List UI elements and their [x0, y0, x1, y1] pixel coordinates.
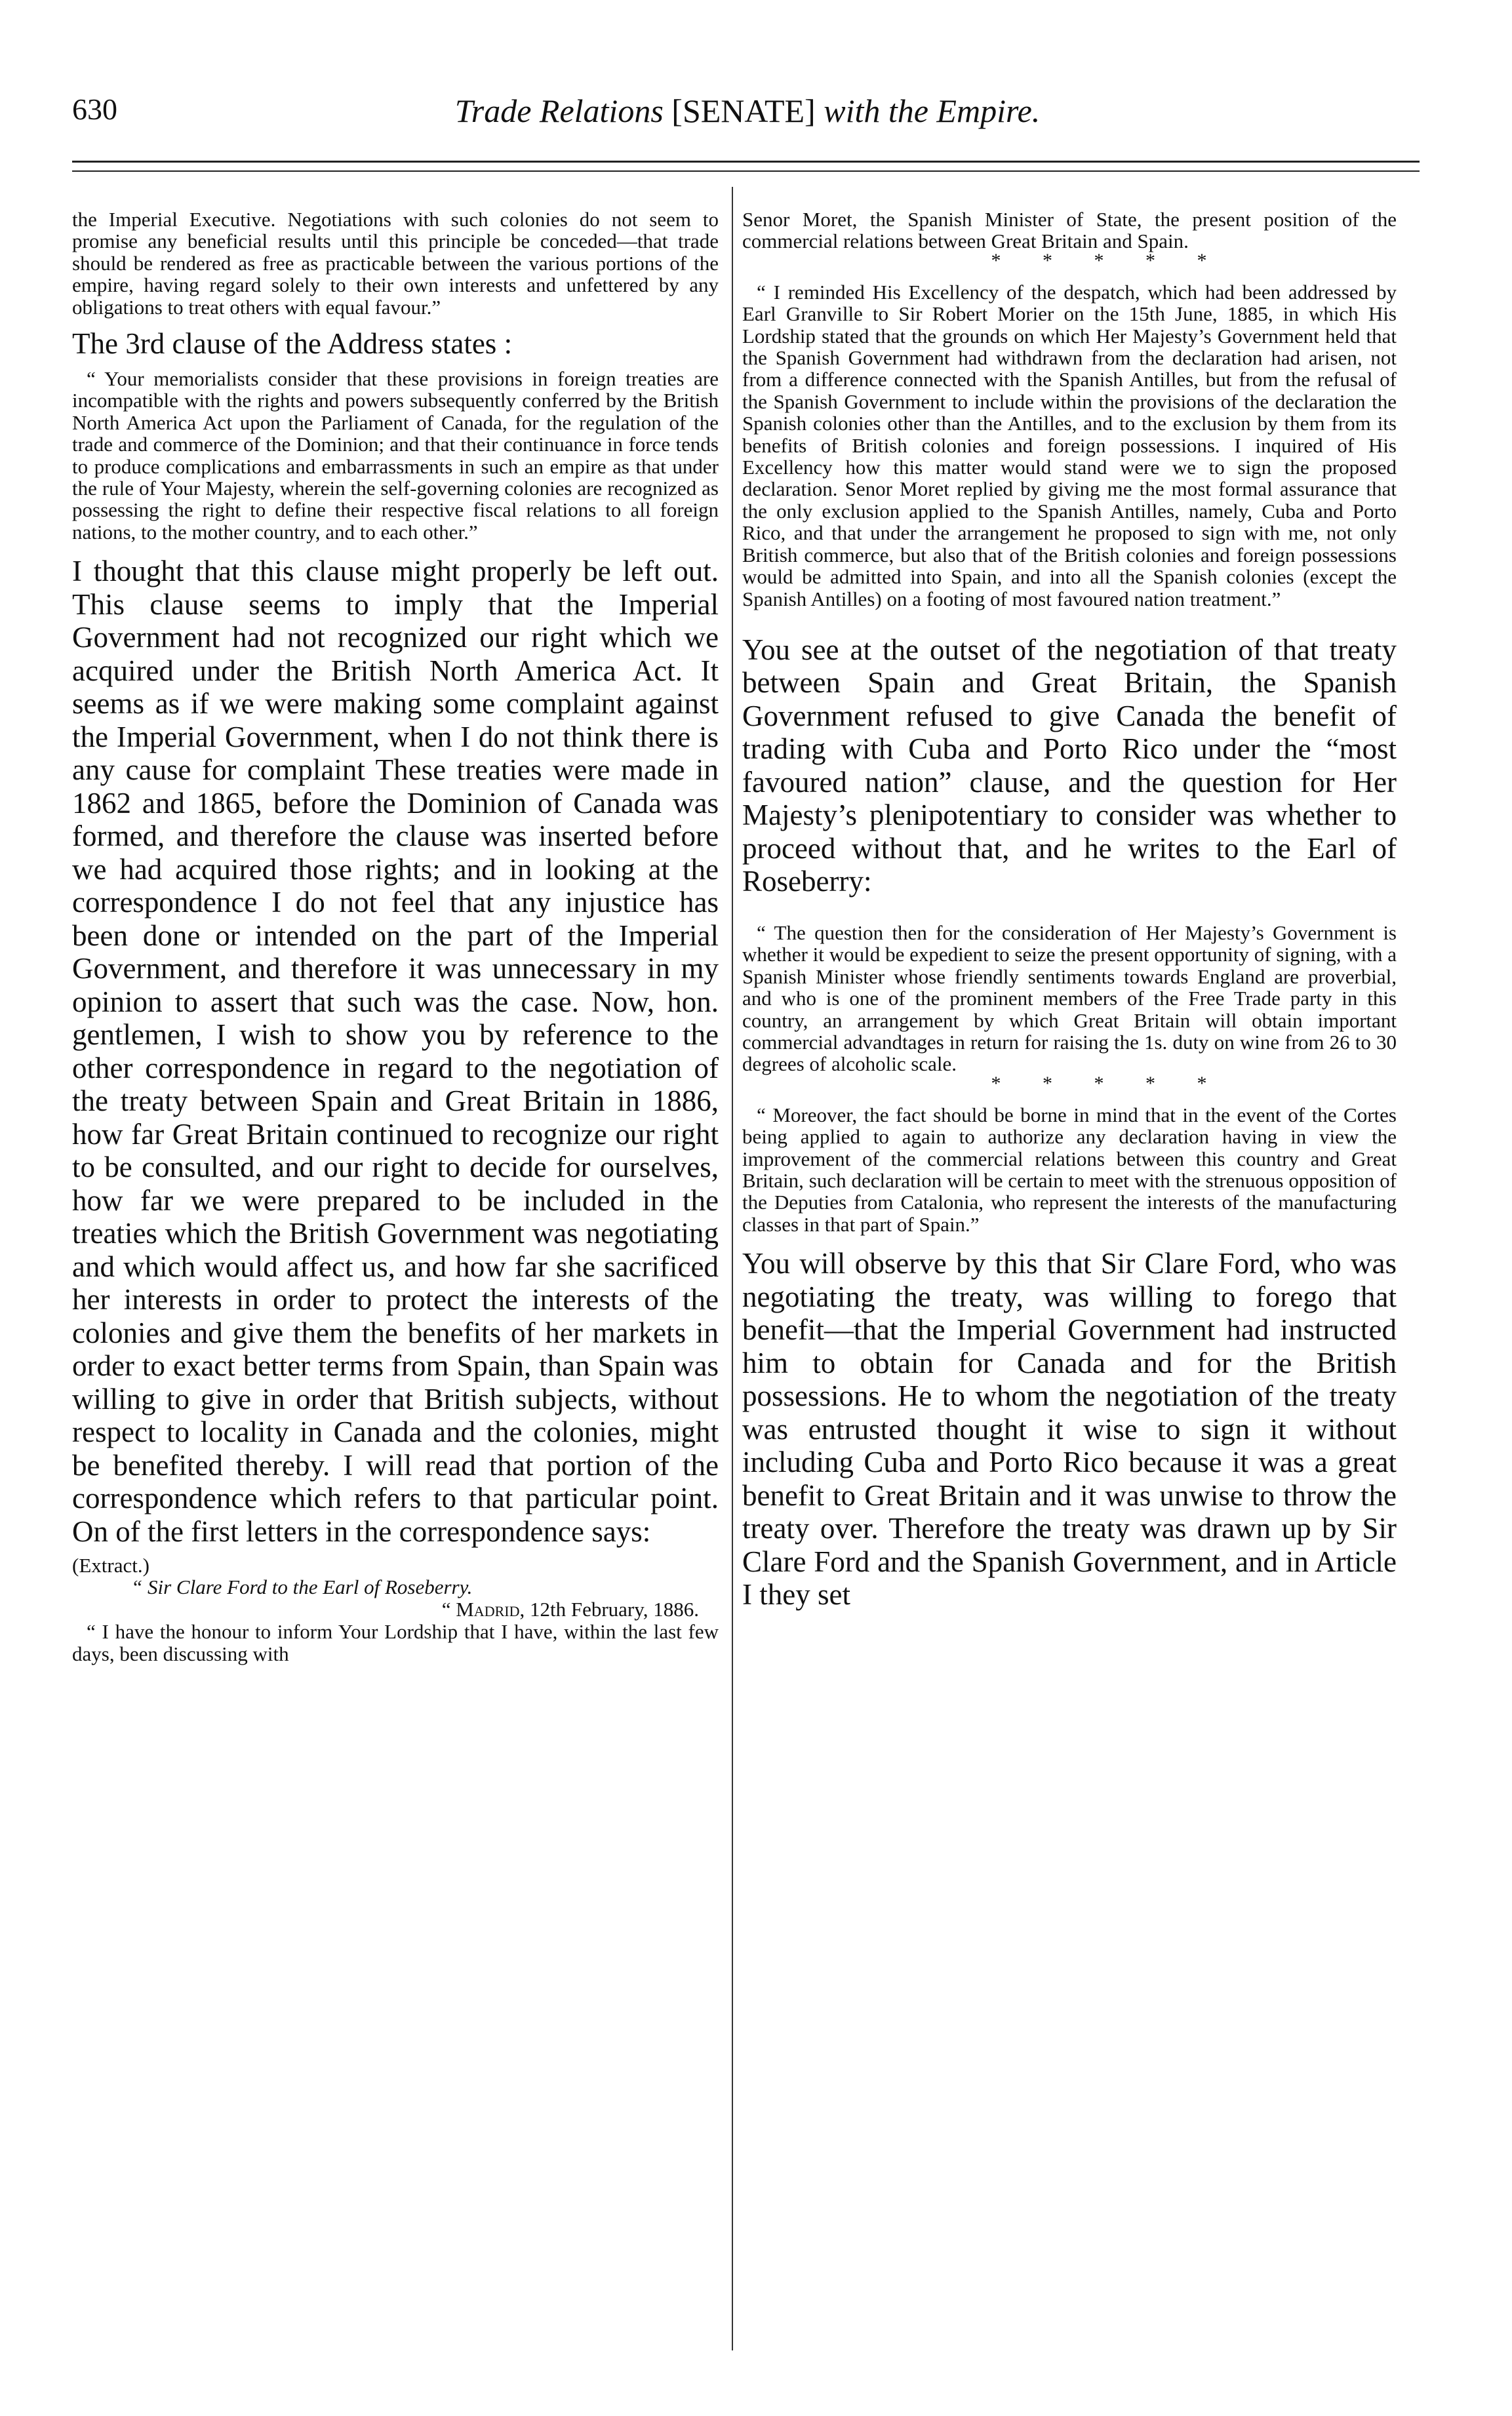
spacer	[72, 543, 719, 555]
column-divider	[732, 187, 733, 2350]
despatch-quote: “ I reminded His Excellency of the despatch, which had been addressed by Earl Granville to Sir Robert Morier on the 15th June, 1885, in which His Lordship stated that the grounds on which Her Majesty’s Government held that the Spanish Government had withdrawn from the declaration had arisen, not from a difference connected with the Spanish Antilles, but from the refusal of the Spanish Government to include within the provisions of the declaration the Spanish colonies other than the Antilles, and to the exclusion by them from its benefits of British colonies and foreign possessions. I inquired of His Excellency how this matter would stand were we to sign the proposed declaration. Senor Moret replied by giving me the most formal assurance that the only exclusion applied to the Spanish Antilles, namely, Cuba and Porto Rico, and that under the arrangement he proposed to sign with me, not only British commerce, but also that of the British colonies and foreign possessions would be admitted into Spain, and into all the Spanish colonies (except the Spanish Antilles) on a footing of most favoured nation treatment.”	[742, 280, 1397, 610]
ellipsis-stars: * * * * *	[991, 249, 1207, 271]
spacer	[742, 1235, 1397, 1247]
letter-title: “ Sir Clare Ford to the Earl of Roseberry.	[131, 1575, 473, 1599]
header-rule	[72, 161, 1420, 163]
ellipsis-stars-2: * * * * *	[991, 1072, 1207, 1094]
question-quote: “ The question then for the consideration of Her Majesty’s Government is whether it would be expedient to seize the present opportunity of signing, with a Spanish Minister whose friendly sentiments towards England are proverbial, and who is one of the prominent members of the Free Trade party in this country, an arrangement by which Great Britain will obtain important commercial advandtages in return for raising the 1s. duty on wine from 26 to 30 degrees of alcoholic scale.	[742, 921, 1397, 1076]
left-column	[72, 208, 719, 1665]
speech-paragraph-2: You see at the outset of the negotiation of that treaty between Spain and Great Britain, the Spanish Government refused to give Canada the benefit of trading with Cuba and Porto Rico under the “most favoured nation” clause, and the question for Her Majesty’s plenipotentiary to consider was whether to proceed without that, and he writes to the Earl of Roseberry:	[742, 633, 1397, 898]
title-senate: [SENATE]	[671, 92, 816, 129]
right-column	[742, 208, 1397, 1612]
spacer	[742, 898, 1397, 910]
dateline-date: 12th February, 1886.	[525, 1598, 699, 1621]
cortes-quote: “ Moreover, the fact should be borne in mind that in the event of the Cortes being applied to again to authorize any declaration having in view the improvement of the commercial relations between this country and Great Britain, such declaration will be certain to meet with the strenuous opposition of the Deputies from Catalonia, who represent the interests of the manufacturing classes in that part of Spain.”	[742, 1103, 1397, 1236]
spacer	[742, 622, 1397, 633]
page-header	[72, 92, 1423, 138]
speech-paragraph: I thought that this clause might properly be left out. This clause seems to imply that the Imperial Government had not recognized our right which we acquired under the British North America Act. It seems as if we were making some complaint against the Imperial Government, when I do not think there is any cause for complaint These treaties were made in 1862 and 1865, before the Dominion of Canada was formed, and therefore the clause was inserted before we had acquired those rights; and in looking at the correspondence I do not feel that any injustice has been done or intended on the part of the Imperial Government, and therefore it was unnecessary in my opinion to assert that such was the case. Now, hon. gentlemen, I wish to show you by reference to the other correspondence in regard to the negotiation of the treaty between Spain and Great Britain in 1886, how far Great Britain continued to recognize our right to be consulted, and our right to decide for ourselves, how far we were prepared to be included in the treaties which the British Government was negotiating and which would affect us, and how far she sacrificed her interests in order to protect the interests of the colonies and give them the benefits of her markets in order to exact better terms from Spain, than Spain was willing to give in order that British subjects, without respect to locality in Canada and the colonies, might be benefited thereby. I will read that portion of the correspondence which refers to that particular point. On of the first letters in the correspondence says:	[72, 555, 719, 1548]
extract-label: (Extract.)	[72, 1554, 149, 1577]
page-number: 630	[72, 92, 117, 126]
memorial-quote: “ Your memorialists consider that these provisions in foreign treaties are incompatible with the rights and powers subsequently conferred by the British North America Act upon the Parliament of Canada, for the regulation of the trade and commerce of the Dominion; and that their continuance in force tends to produce complications and embarrassments in such an empire as that under the rule of Your Majesty, wherein the self-governing colonies are recognized as possessing the right to define their respective fiscal relations to all foreign nations, to the mother country, and to each other.”	[72, 367, 719, 544]
header-rule-secondary	[72, 170, 1420, 172]
letter-opening: “ I have the honour to inform Your Lordship that I have, within the last few days, been discussing with	[72, 1620, 719, 1665]
title-left: Trade Relations	[454, 92, 672, 129]
address-clause-heading: The 3rd clause of the Address states :	[72, 327, 513, 361]
letter-continuation: Senor Moret, the Spanish Minister of State, the present position of the commercial relations between Great Britain and Spain.	[742, 208, 1397, 253]
dateline-place: “ Madrid,	[441, 1598, 525, 1621]
title-right: with the Empire.	[815, 92, 1041, 129]
speech-paragraph-3: You will observe by this that Sir Clare Ford, who was negotiating the treaty, was willing to forego that benefit—that the Imperial Government had instructed him to obtain for Canada and for the British possessions. He to whom the negotiation of the treaty was entrusted thought it wise to sign it without including Cuba and Porto Rico because it was a great benefit to Great Britain and it was unwise to throw the treaty over. Therefore the treaty was drawn up by Sir Clare Ford and the Spanish Government, and in Article I they set	[742, 1247, 1397, 1612]
spacer	[742, 610, 1397, 622]
opening-quote-paragraph: the Imperial Executive. Negotiations with such colonies do not seem to promise any beneficial results until this principle be conceded—that trade should be rendered as free as practicable between the various portions of the empire, having regard solely to their own interests and unfettered by any obligations to treat others with equal favour.”	[72, 208, 719, 319]
running-title	[72, 92, 1423, 130]
letter-dateline	[72, 1598, 699, 1621]
spacer	[742, 910, 1397, 922]
